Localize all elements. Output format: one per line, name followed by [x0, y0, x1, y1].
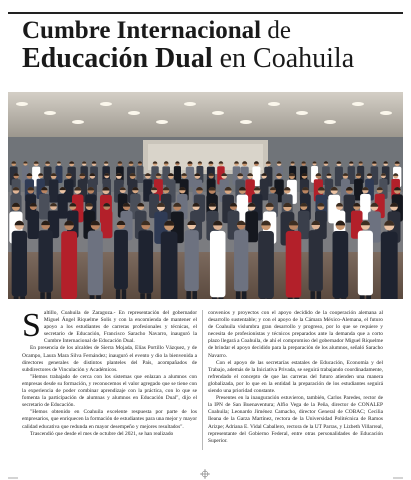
right-paragraph-1: convenios y proyectos con el apoyo decidido de la cooperación alemana al desarrollo sustentable; y con el apoyo de la Cámara México-Alemana, el futuro de Coahuila vislumbra gran desarrollo y progreso, por lo que se requiere y necesita de profesionistas y técnicos preparados ante la demanda que a corto plazo llegará a Coahuila, de ahí el compromiso del gobernador Miguel Riquelme de brindar el apoyo decidido para la preparación de los alumnos, señaló Saracho Navarro. [208, 310, 383, 359]
ceiling-light [296, 111, 308, 115]
top-rule [8, 12, 403, 14]
headline-line-1-bold: Cumbre Internacional [22, 17, 262, 44]
person [210, 221, 226, 299]
ceiling-light [72, 120, 84, 124]
ceiling-light [240, 120, 252, 124]
person [88, 221, 103, 299]
ceiling-light [380, 111, 392, 115]
person [286, 221, 302, 299]
column-separator [202, 310, 203, 450]
right-paragraph-2: Con el apoyo de las secretarías estatales de Educación, Economía y del Trabajo, además de la Iniciativa Privada, se seguirá trabajando coordinadamente, refrendado el concepto de que las carreras del futuro atienden una manera globalizada, por lo que en la entidad la preparación de los estudiantes seguirá siendo una prioridad constante. [208, 359, 383, 395]
person [185, 221, 199, 299]
left-paragraph-4: Trascendió que desde el mes de octubre del 2021, se han realizado [30, 430, 174, 437]
person [114, 221, 128, 299]
person [309, 221, 323, 299]
headline-line-2-bold: Educación Dual [22, 43, 213, 74]
article-column-left [22, 307, 197, 438]
ceiling-light [16, 102, 28, 106]
drop-cap: S [22, 307, 41, 344]
person [358, 221, 373, 299]
person [38, 221, 52, 299]
ceiling-light [212, 111, 224, 115]
ceiling-light [44, 111, 56, 115]
headline-line-2 [22, 45, 402, 73]
person [234, 221, 248, 299]
headline-line-1-light: de [261, 17, 291, 44]
ceiling-light [324, 120, 336, 124]
person [61, 221, 77, 299]
print-registration-marks [8, 468, 403, 480]
left-paragraph-2: "Hemos trabajado de cerca con los sistemas que enlazan a alumnos con empresas desde su formación, y reconocemos el valor agregado que se tiene con la experiencia de poder combinar aprendizaje con la práctica, con lo que se fomenta la participación de alumnas y alumnos en Educación Dual", dijo el secretario de Educación. [22, 373, 197, 409]
article-headline [22, 18, 402, 73]
right-paragraph-3: Presentes en la inauguración estuvieron, también, Carlos Paredes, rector de la IPN de San Buenaventura; Alfio Vega de la Peña, director de CONALEP Coahuila; Leonardo Jiménez Camacho, director General de COBAC; Cecilia Ileana de la Garza Martínez, rectora de la Universidad Politécnica de Ramos Arizpe; Adriana E. Vidal Caballero, rectora de la UT Parras, y Lizbeth Villarreal, representante del Gobierno Federal, entre otras personalidades de Educación Superior. [208, 395, 383, 444]
ceiling-light [268, 102, 280, 106]
ceiling-light [156, 120, 168, 124]
lead-text: altillo, Coahuila de Zaragoza.- En representación del gobernador Miguel Ángel Riquelme Solís y con la encomienda de mantener el apoyo a los estudiantes de carreras profesionales y técnicas, el secretario de Educación, Francisco Saracho Navarro, inauguró la Cumbre Internacional de Educación Dual. [43, 310, 197, 345]
ceiling [8, 92, 403, 137]
ceiling-light [184, 102, 196, 106]
article-column-right [208, 310, 383, 445]
group-photo-illustration [8, 92, 403, 299]
headline-line-2-light: en Coahuila [212, 43, 355, 74]
stage-banner-inner [148, 144, 263, 170]
ceiling-light [352, 102, 364, 106]
lead-paragraph [22, 307, 197, 345]
left-paragraph-1: En presencia de los alcaldes de Sierra Mojada, Elías Portillo Vázquez, y de Ocampo, Laura Mara Silva Fernández; inauguró el evento y dio la bienvenida a directores generales de distintos planteles del País, acompañados de subdirectores de Vinculación y Académicos. [22, 345, 197, 373]
person [381, 220, 398, 299]
left-paragraph-3: "Hemos obtenido en Coahuila excelente respuesta por parte de los empresarios, que enriquecen la formación de estudiantes para una mejor y mayor calidad educativa que redunda en mayor desempeño y mejores resultados". [22, 409, 197, 430]
ceiling-light [128, 111, 140, 115]
person [333, 221, 349, 299]
headline-line-1 [22, 18, 402, 43]
ceiling-light [100, 102, 112, 106]
person [161, 220, 178, 299]
person [258, 221, 274, 299]
article-body [22, 307, 392, 460]
person [138, 221, 153, 299]
person [12, 221, 27, 299]
group-photo [8, 92, 403, 299]
